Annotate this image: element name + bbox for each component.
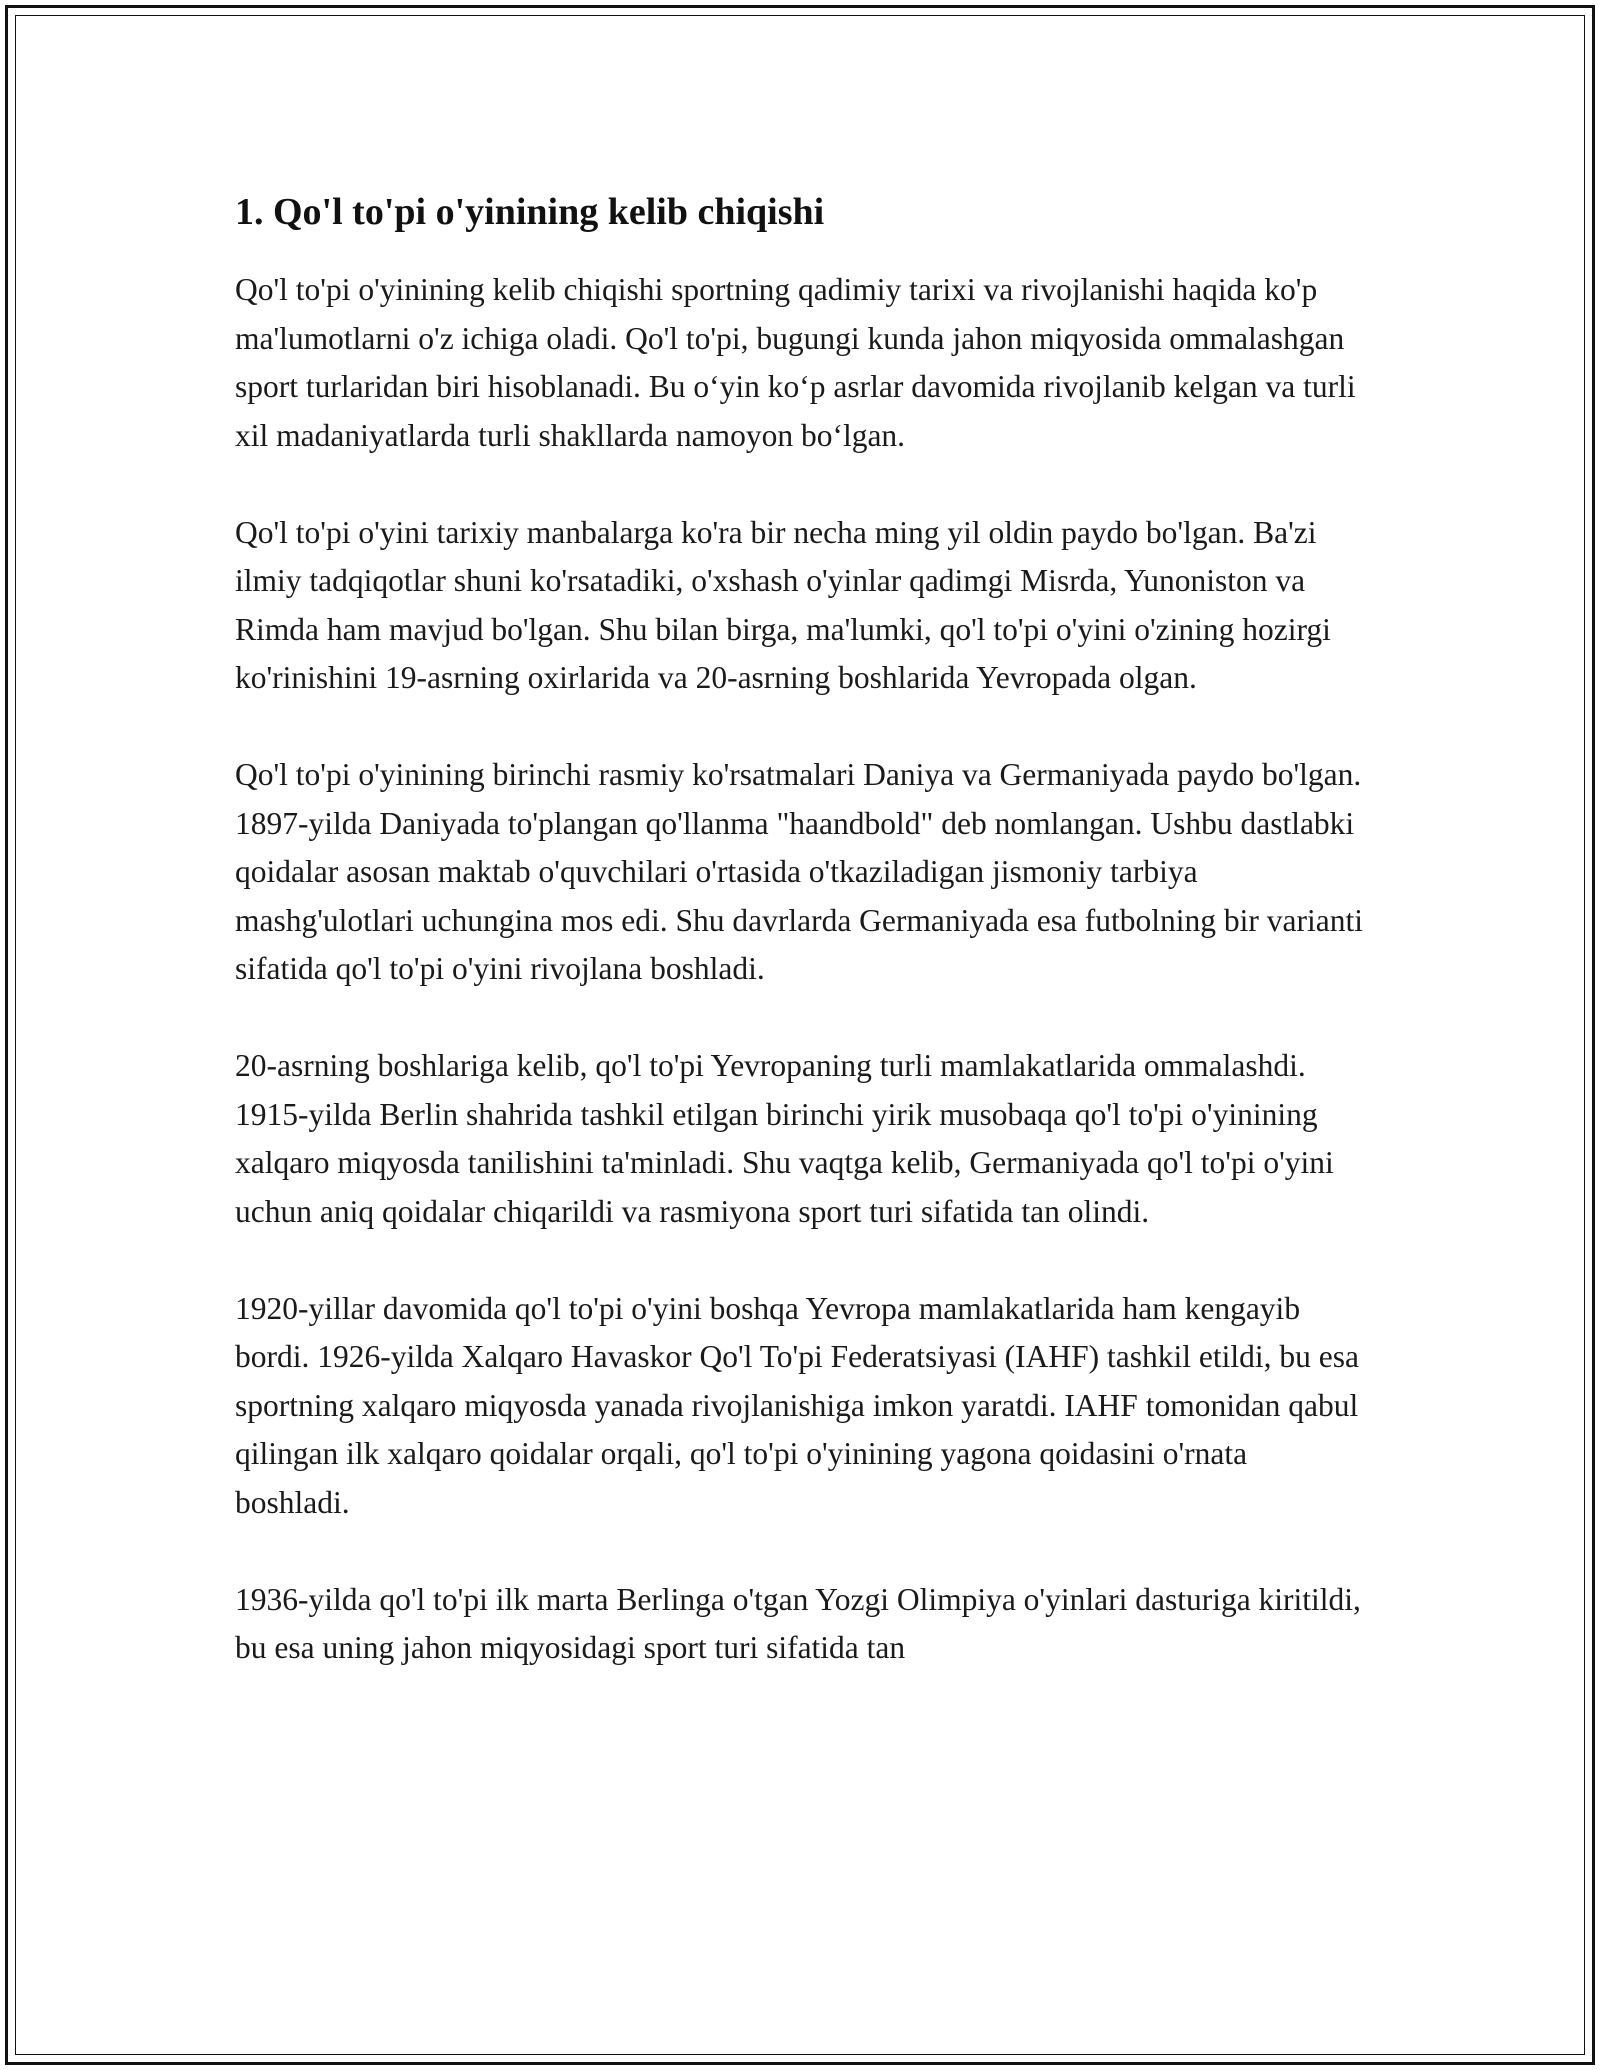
paragraph-1: Qo'l to'pi o'yinining kelib chiqishi sportning qadimiy tarixi va rivojlanishi haqida ko'p ma'lumotlarni o'z ichiga oladi. Qo'l to'pi, bugungi kunda jahon miqyosida ommalashgan sport turlaridan biri hisoblanadi. Bu o‘yin ko‘p asrlar davomida rivojlanib kelgan va turli xil madaniyatlarda turli shakllarda namoyon bo‘lgan. [235,272,1356,453]
paragraph-2: Qo'l to'pi o'yini tarixiy manbalarga ko'ra bir necha ming yil oldin paydo bo'lgan. Ba'zi ilmiy tadqiqotlar shuni ko'rsatadiki, o'xshash o'yinlar qadimgi Misrda, Yunoniston va Rimda ham mavjud bo'lgan. Shu bilan birga, ma'lumki, qo'l to'pi o'yini o'zining hozirgi ko'rinishini 19-asrning oxirlarida va 20-asrning boshlarida Yevropada olgan. [235,514,1331,695]
paragraph-5: 1920-yillar davomida qo'l to'pi o'yini boshqa Yevropa mamlakatlarida ham kengayib bordi. 1926-yilda Xalqaro Havaskor Qo'l To'pi Federatsiyasi (IAHF) tashkil etildi, bu esa sportning xalqaro miqyosda yanada rivojlanishiga imkon yaratdi. IAHF tomonidan qabul qilingan ilk xalqaro qoidalar orqali, qo'l to'pi o'yinining yagona qoidasini o'rnata boshladi. [235,1290,1359,1520]
paragraph-3: Qo'l to'pi o'yinining birinchi rasmiy ko'rsatmalari Daniya va Germaniyada paydo bo'lgan. 1897-yilda Daniyada to'plangan qo'llanma "haandbold" deb nomlangan. Ushbu dastlabki qoidalar asosan maktab o'quvchilari o'rtasida o'tkaziladigan jismoniy tarbiya mashg'ulotlari uchungina mos edi. Shu davrlarda Germaniyada esa futbolning bir varianti sifatida qo'l to'pi o'yini rivojlana boshladi. [235,757,1364,986]
document-body [235,188,1365,1721]
paragraph-4: 20-asrning boshlariga kelib, qo'l to'pi Yevropaning turli mamlakatlarida ommalashdi. 1915-yilda Berlin shahrida tashkil etilgan birinchi yirik musobaqa qo'l to'pi o'yinining xalqaro miqyosda tanilishini ta'minladi. Shu vaqtga kelib, Germaniyada qo'l to'pi o'yini uchun aniq qoidalar chiqarildi va rasmiyona sport turi sifatida tan olindi. [235,1048,1334,1229]
paragraph-6: 1936-yilda qo'l to'pi ilk marta Berlinga o'tgan Yozgi Olimpiya o'yinlari dasturiga kiritildi, bu esa uning jahon miqyosidagi sport turi sifatida tan [235,1581,1361,1665]
section-heading: 1. Qo'l to'pi o'yinining kelib chiqishi [235,191,825,233]
